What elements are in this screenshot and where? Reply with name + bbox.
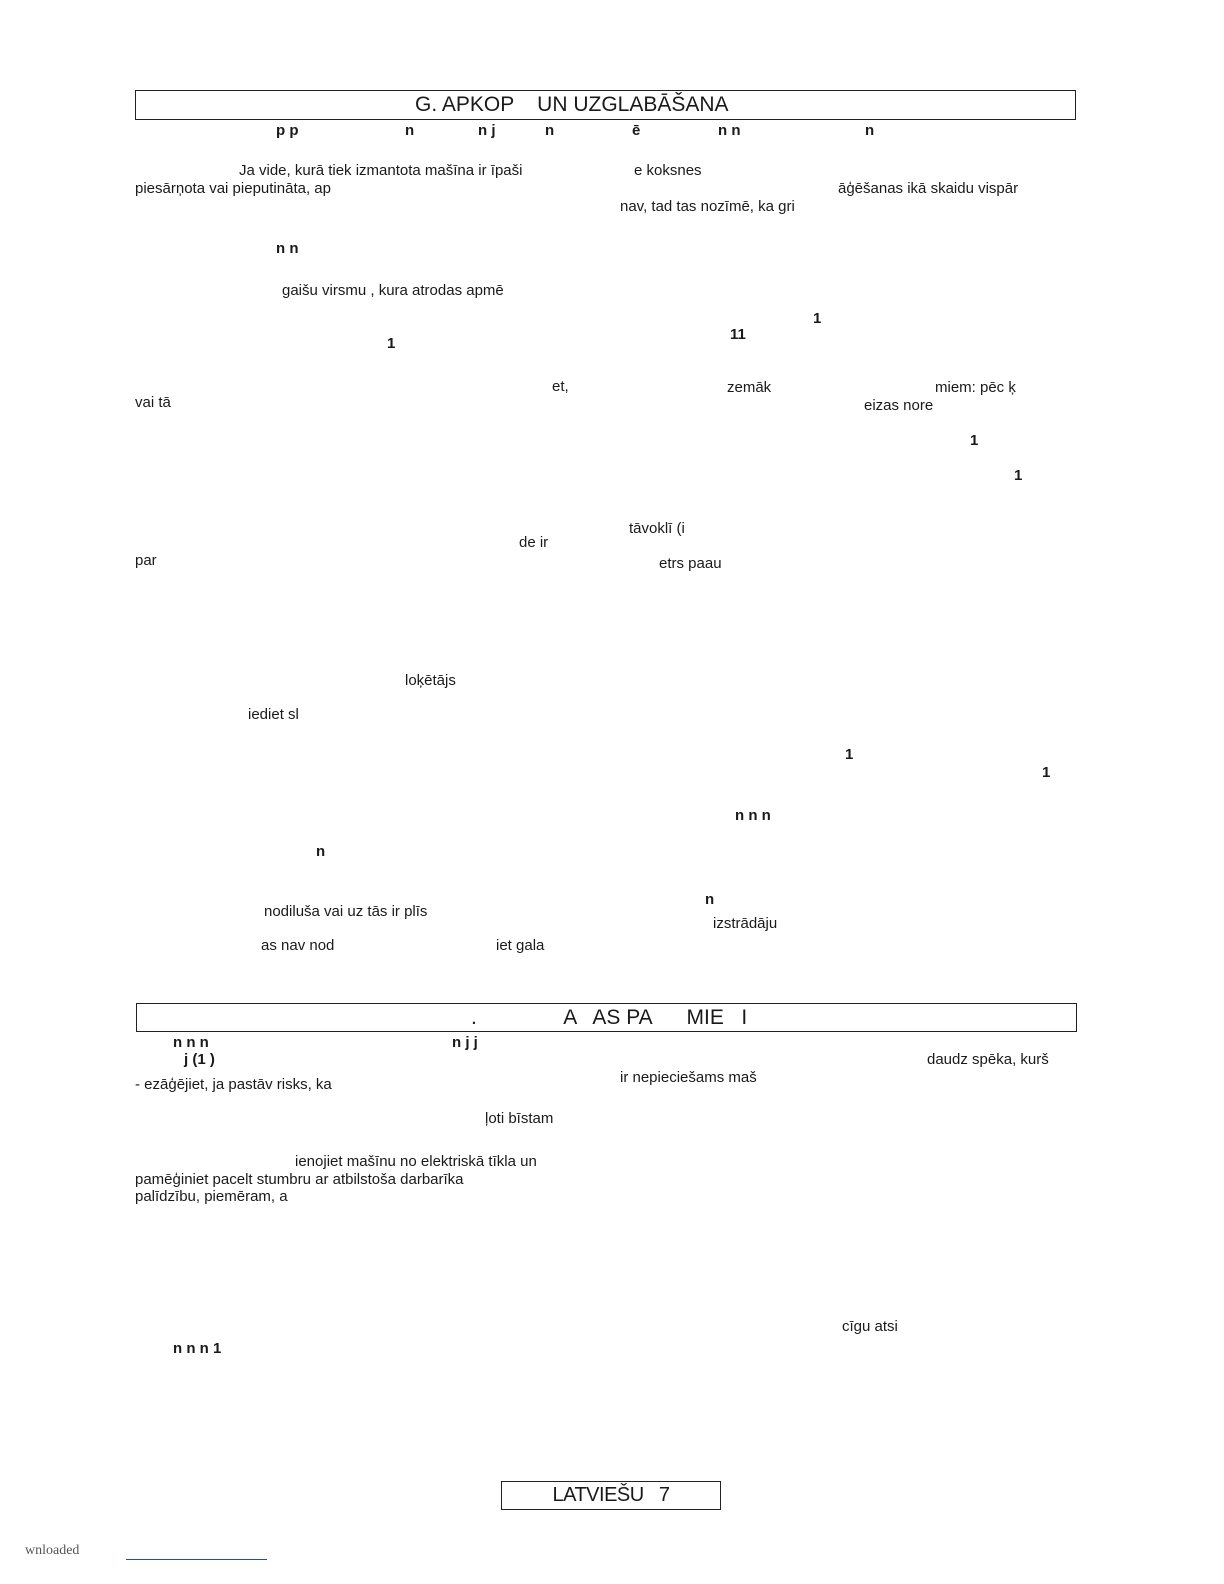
text-line: 1 [1042,764,1051,781]
text-line: n n n [735,807,771,824]
section-g-title: G. APKOP UN UZGLABĀŠANA [415,93,729,116]
text-line: palīdzību, piemēram, a [135,1188,288,1205]
text-line: zemāk [727,379,772,396]
text-line: pamēģiniet pacelt stumbru ar atbilstoša darbarīka [135,1171,464,1188]
text-line: as nav nod [261,937,335,954]
download-link-underline[interactable] [126,1559,267,1560]
text-line: eizas nore [864,397,934,414]
text-line: iet gala [496,937,545,954]
text-line: n [545,122,555,139]
section-g-heading [135,90,1076,120]
text-line: e koksnes [634,162,702,179]
text-line: miem: pēc ķ [935,379,1016,396]
text-line: ē [632,122,641,139]
text-line: 1 [970,432,979,449]
text-line: n [705,891,715,908]
page-label: LATVIEŠU 7 [552,1484,670,1506]
text-line: 11 [730,326,746,343]
section-h-title: . A AS PA MIE I [471,1006,748,1029]
text-line: ir nepieciešams maš [620,1069,757,1086]
text-line: n [405,122,415,139]
text-line: n j [478,122,496,139]
text-line: 1 [813,310,822,327]
text-line: n j j [452,1034,478,1051]
text-line: ļoti bīstam [485,1110,554,1127]
download-watermark: wnloaded [25,1543,80,1558]
text-line: et, [552,378,569,395]
text-line: j (1 ) [184,1051,215,1068]
text-line: cīgu atsi [842,1318,898,1335]
text-line: par [135,552,157,569]
text-line: 1 [845,746,854,763]
text-line: etrs paau [659,555,722,572]
text-line: 1 [1014,467,1023,484]
text-line: - ezāģējiet, ja pastāv risks, ka [135,1076,332,1093]
text-line: gaišu virsmu , kura atrodas apmē [282,282,504,299]
text-line: vai tā [135,394,171,411]
text-line: n n n 1 [173,1340,222,1357]
text-line: de ir [519,534,549,551]
text-line: 1 [387,335,396,352]
text-line: nav, tad tas nozīmē, ka gri [620,198,795,215]
text-line: iediet sl [248,706,299,723]
text-line: daudz spēka, kurš [927,1051,1049,1068]
text-line: ienojiet mašīnu no elektriskā tīkla un [295,1153,537,1170]
text-line: n n [276,240,299,257]
text-line: n n n [173,1034,209,1051]
text-line: tāvoklī (i [629,520,685,537]
text-line: nodiluša vai uz tās ir plīs [264,903,428,920]
text-line: Ja vide, kurā tiek izmantota mašīna ir īpaši [239,162,523,179]
text-line: n [865,122,875,139]
text-line: p p [276,122,299,139]
text-line: n [316,843,326,860]
page-number-box [501,1481,721,1510]
text-line: n n [718,122,741,139]
section-h-heading [136,1003,1077,1032]
text-line: loķētājs [405,672,456,689]
text-line: izstrādāju [713,915,778,932]
text-line: piesārņota vai pieputināta, ap [135,180,331,197]
text-line: āģēšanas ikā skaidu vispār [838,180,1019,197]
